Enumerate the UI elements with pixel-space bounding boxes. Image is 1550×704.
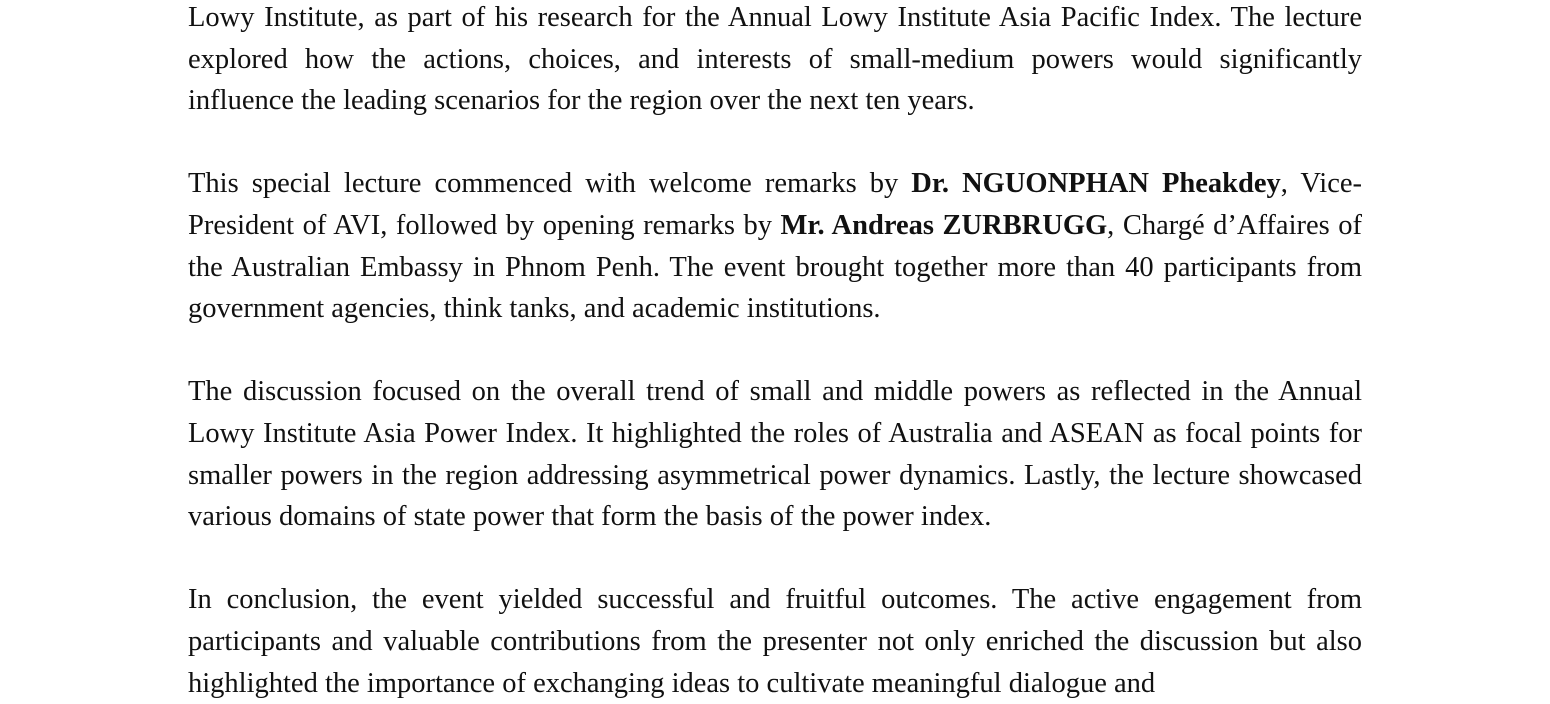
paragraph-discussion-focus: The discussion focused on the overall trend of small and middle powers as reflected in the Annual Lowy Institute Asia Power Index. It highlighted the roles of Australia and ASEAN as focal points for smaller powers in the region addressing asymmetrical power dynamics. Lastly, the lecture showcased various domains of state power that form the basis of the power index. (188, 376, 1362, 533)
speaker-name-charge-affaires: Mr. Andreas ZURBRUGG (780, 209, 1108, 241)
paragraph-research-intro: Lowy Institute, as part of his research for the Annual Lowy Institute Asia Pacific Index. The lecture explored how the actions, choices, and interests of small-medium powers would significantly influence the leading scenarios for the region over the next ten years. (188, 2, 1362, 117)
text-segment: , Vice-President of AVI, followed by opening remarks by (188, 168, 1362, 241)
paragraph-lecture-opening (188, 163, 1362, 329)
text-segment: This special lecture commenced with welcome remarks by (188, 168, 912, 200)
paragraph-conclusion: In conclusion, the event yielded successful and fruitful outcomes. The active engagement from participants and valuable contributions from the presenter not only enriched the discussion but also highlighted the importance of exchanging ideas to cultivate meaningful dialogue and (188, 584, 1362, 699)
speaker-name-vice-president: Dr. NGUONPHAN Pheakdey (911, 168, 1281, 200)
document-body (188, 0, 1362, 704)
text-segment: , Chargé d’Affaires of the Australian Embassy in Phnom Penh. The event brought together more than 40 participants from government agencies, think tanks, and academic institutions. (188, 209, 1362, 325)
